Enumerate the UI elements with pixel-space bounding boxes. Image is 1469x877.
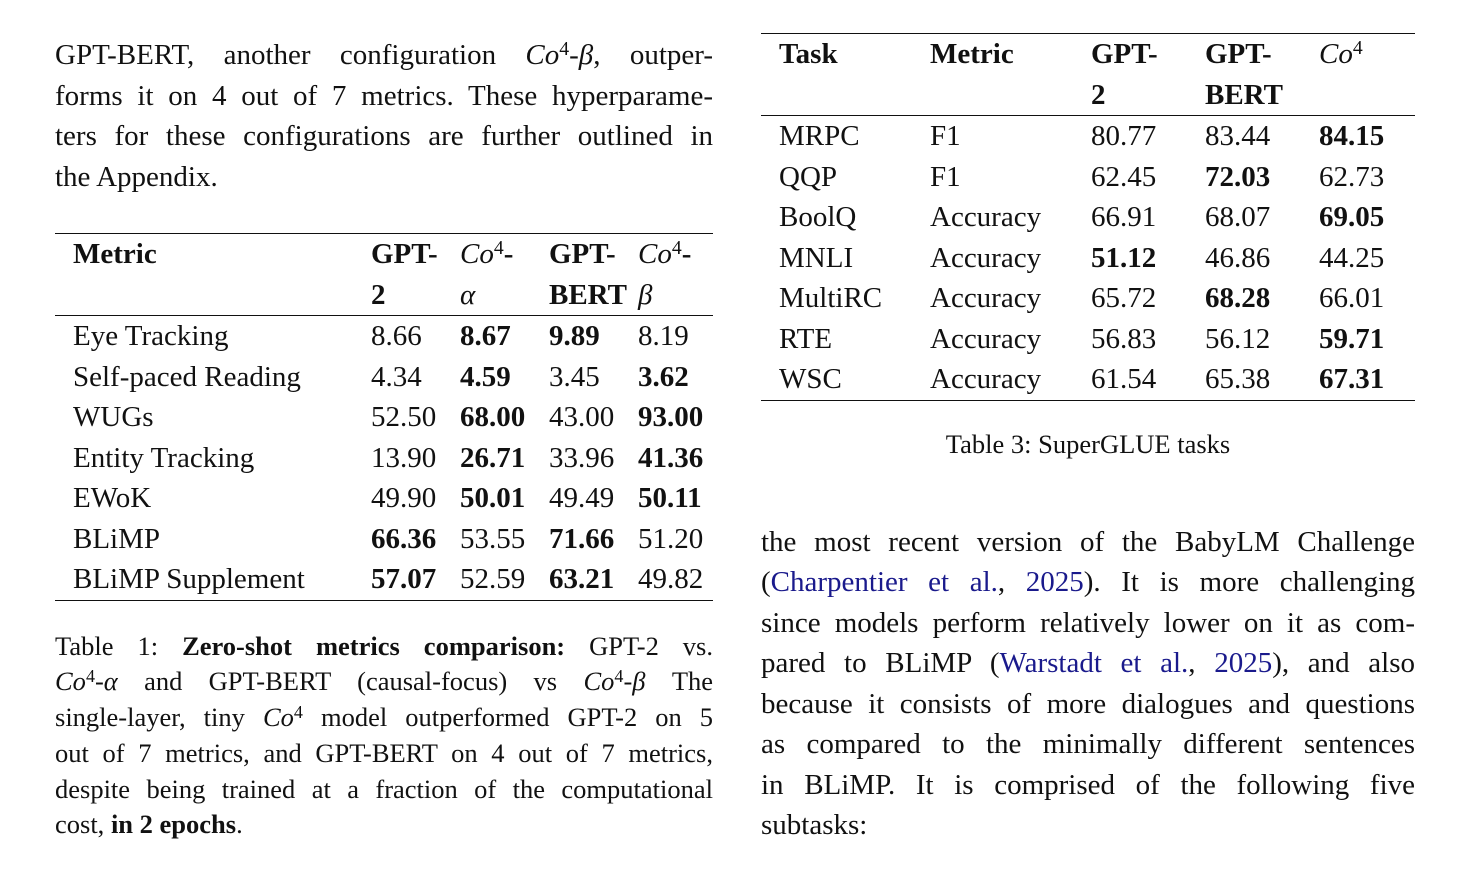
table-3-cell-metric: Accuracy: [930, 201, 1042, 233]
table-1-cell-co4-beta: 3.62: [638, 360, 689, 393]
table-1-cell-gpt-bert: 71.66: [549, 522, 615, 555]
right-paragraph-line-3: since models perform relatively lower on it as com-: [761, 606, 1415, 639]
table-row: [761, 157, 1415, 198]
caption-1-line-6: cost, in 2 epochs.: [55, 809, 243, 840]
table-3-cell-co4: 67.31: [1319, 359, 1415, 400]
table-3-cell-task: MNLI: [779, 241, 854, 274]
left-paragraph: [55, 35, 713, 197]
table-row: [761, 319, 1415, 360]
left-paragraph-line-2: forms it on 4 out of 7 metrics. These hyperparame-: [55, 79, 713, 112]
caption-1-line-2: Co$^4$-α and GPT-BERT (causal-focus) vs Co$^4$-β The: [55, 666, 714, 697]
right-paragraph-line-1: the most recent version of the BabyLM Challenge: [761, 525, 1415, 558]
table-1-cell-gpt2: 57.07: [371, 559, 460, 600]
table-1-header-co4-alpha: Co$^4$- α: [460, 234, 549, 316]
table-3-cell-gpt-bert: 65.38: [1205, 359, 1319, 400]
table-3-cell-task: MultiRC: [779, 282, 883, 314]
table-1-header-gpt2: GPT- 2: [371, 234, 460, 316]
table-row: [55, 559, 713, 600]
table-3-cell-task: RTE: [779, 322, 833, 355]
table-1-cell-co4-alpha: 26.71: [460, 441, 526, 474]
table-row: [761, 197, 1415, 238]
table-3: [761, 33, 1415, 401]
table-1-cell-co4-beta: 8.19: [638, 320, 689, 352]
table-3-caption: Table 3: SuperGLUE tasks: [945, 428, 1231, 459]
table-3-wrapper: [761, 33, 1415, 401]
table-1-cell-gpt-bert: 33.96: [549, 441, 615, 474]
table-3-cell-co4: 62.73: [1319, 160, 1385, 193]
table-1-cell-co4-beta: 51.20: [638, 522, 704, 555]
table-3-header-task: Task: [761, 34, 930, 116]
table-3-cell-task: WSC: [761, 359, 930, 400]
table-1-header-metric: Metric: [55, 234, 371, 316]
table-1-cell-co4-alpha: 4.59: [460, 360, 511, 393]
table-3-cell-gpt2: 51.12: [1091, 241, 1157, 274]
caption-1-line-1: Table 1: Zero-shot metrics comparison: GPT-2 vs.: [55, 630, 713, 661]
table-1-cell-gpt2: 49.90: [371, 482, 437, 514]
table-3-cell-co4: 44.25: [1319, 241, 1385, 274]
table-3-cell-metric: Accuracy: [930, 241, 1042, 274]
table-1-cell-gpt2: 4.34: [371, 360, 422, 393]
table-1-header-gpt-bert: GPT- BERT: [549, 234, 638, 316]
table-1-cell-co4-beta: 50.11: [638, 482, 702, 514]
table-3-cell-metric: Accuracy: [930, 322, 1042, 355]
table-3-cell-gpt2: 62.45: [1091, 160, 1157, 193]
table-1: [55, 233, 713, 601]
table-1-cell-metric: Self-paced Reading: [73, 360, 301, 393]
table-1-cell-co4-beta: 41.36: [638, 441, 704, 474]
caption-1-line-3: single-layer, tiny Co$^4$ model outperformed GPT-2 on 5: [55, 702, 714, 733]
table-1-wrapper: [55, 233, 713, 601]
table-1-cell-co4-beta: 49.82: [638, 559, 713, 600]
table-3-cell-gpt-bert: 72.03: [1205, 160, 1271, 193]
right-paragraph-line-4: pared to BLiMP (Warstadt et al., 2025), and also: [761, 647, 1415, 679]
table-3-cell-gpt-bert: 46.86: [1205, 241, 1271, 274]
table-1-cell-co4-alpha: 53.55: [460, 522, 526, 555]
table-1-cell-gpt-bert: 49.49: [549, 482, 615, 514]
table-1-cell-co4-alpha: 52.59: [460, 559, 549, 600]
table-1-cell-gpt-bert: 63.21: [549, 559, 638, 600]
table-3-cell-task: QQP: [779, 160, 838, 193]
caption-1-line-5: despite being trained at a fraction of the computational: [55, 773, 713, 804]
table-1-cell-gpt-bert: 9.89: [549, 320, 600, 352]
right-paragraph-line-7: in BLiMP. It is comprised of the following five: [761, 768, 1415, 801]
table-3-cell-task: BoolQ: [779, 201, 857, 233]
right-paragraph-line-6: as compared to the minimally different sentences: [761, 728, 1415, 760]
table-3-cell-gpt2: 65.72: [1091, 282, 1157, 314]
table-1-caption: [55, 629, 713, 844]
left-column: [55, 0, 713, 843]
table-1-cell-gpt2: 8.66: [371, 320, 422, 352]
table-row: [55, 316, 713, 357]
left-paragraph-line-3: ters for these configurations are further outlined in: [55, 120, 713, 152]
table-3-cell-gpt2: 56.83: [1091, 322, 1157, 355]
table-1-cell-co4-beta: 93.00: [638, 401, 704, 433]
citation-link-warstadt[interactable]: Warstadt et al.: [999, 647, 1189, 679]
table-3-cell-gpt-bert: 56.12: [1205, 322, 1271, 355]
table-row: [761, 359, 1415, 400]
table-3-cell-gpt-bert: 83.44: [1205, 120, 1271, 152]
table-1-cell-metric: WUGs: [73, 401, 154, 433]
table-row: [55, 478, 713, 519]
right-paragraph-line-8: subtasks:: [761, 809, 868, 841]
table-3-cell-gpt2: 61.54: [1091, 359, 1205, 400]
table-1-cell-co4-alpha: 50.01: [460, 482, 526, 514]
table-1-cell-gpt2: 66.36: [371, 522, 437, 555]
table-3-cell-metric: F1: [930, 120, 961, 152]
table-3-cell-gpt-bert: 68.07: [1205, 201, 1271, 233]
table-row: [55, 438, 713, 479]
table-1-header-row: [55, 234, 713, 316]
caption-1-line-4: out of 7 metrics, and GPT-BERT on 4 out of 7 metrics,: [55, 737, 713, 768]
table-1-cell-metric: Entity Tracking: [73, 441, 255, 474]
citation-year-link[interactable]: 2025: [1214, 647, 1273, 679]
table-3-cell-gpt2: 66.91: [1091, 201, 1157, 233]
table-3-cell-gpt-bert: 68.28: [1205, 282, 1271, 314]
table-3-cell-co4: 66.01: [1319, 282, 1385, 314]
right-paragraph: [761, 522, 1415, 846]
table-1-cell-metric: BLiMP Supplement: [55, 559, 371, 600]
table-3-header-metric: Metric: [930, 34, 1091, 116]
table-3-cell-task: MRPC: [779, 120, 860, 152]
table-1-cell-gpt2: 13.90: [371, 441, 437, 474]
table-row: [55, 357, 713, 398]
left-paragraph-line-1: GPT-BERT, another configuration Co$^4$-β, outper-: [55, 38, 713, 71]
left-paragraph-line-4: the Appendix.: [55, 160, 218, 193]
table-row: [55, 519, 713, 560]
table-3-cell-metric: Accuracy: [930, 282, 1042, 314]
table-3-header-gpt-bert: GPT- BERT: [1205, 34, 1319, 116]
table-1-header-co4-beta: Co$^4$- β: [638, 234, 713, 316]
table-3-cell-metric: F1: [930, 160, 961, 193]
table-1-cell-gpt-bert: 3.45: [549, 360, 600, 393]
table-1-cell-metric: Eye Tracking: [73, 320, 229, 352]
table-1-cell-co4-alpha: 68.00: [460, 401, 526, 433]
right-paragraph-line-2: (Charpentier et al., 2025). It is more challenging: [761, 566, 1416, 598]
table-1-cell-co4-alpha: 8.67: [460, 320, 511, 352]
table-3-cell-co4: 84.15: [1319, 120, 1385, 152]
table-3-header-co4: Co$^4$: [1319, 34, 1415, 116]
table-3-cell-co4: 59.71: [1319, 322, 1385, 355]
table-1-cell-gpt-bert: 43.00: [549, 401, 615, 433]
citation-link-charpentier[interactable]: Charpentier et al.: [770, 566, 998, 598]
table-3-cell-co4: 69.05: [1319, 201, 1385, 233]
right-column: [761, 0, 1415, 846]
table-3-cell-metric: Accuracy: [930, 359, 1091, 400]
table-1-cell-metric: BLiMP: [73, 522, 161, 555]
table-3-header-gpt2: GPT- 2: [1091, 34, 1205, 116]
table-3-header-row: [761, 34, 1415, 116]
table-row: [761, 116, 1415, 157]
table-row: [761, 238, 1415, 279]
right-paragraph-line-5: because it consists of more dialogues and questions: [761, 687, 1415, 720]
table-row: [55, 397, 713, 438]
table-1-cell-metric: EWoK: [73, 482, 152, 514]
table-1-cell-gpt2: 52.50: [371, 401, 437, 433]
citation-year-link[interactable]: 2025: [1025, 566, 1084, 598]
table-row: [761, 278, 1415, 319]
table-3-cell-gpt2: 80.77: [1091, 120, 1157, 152]
